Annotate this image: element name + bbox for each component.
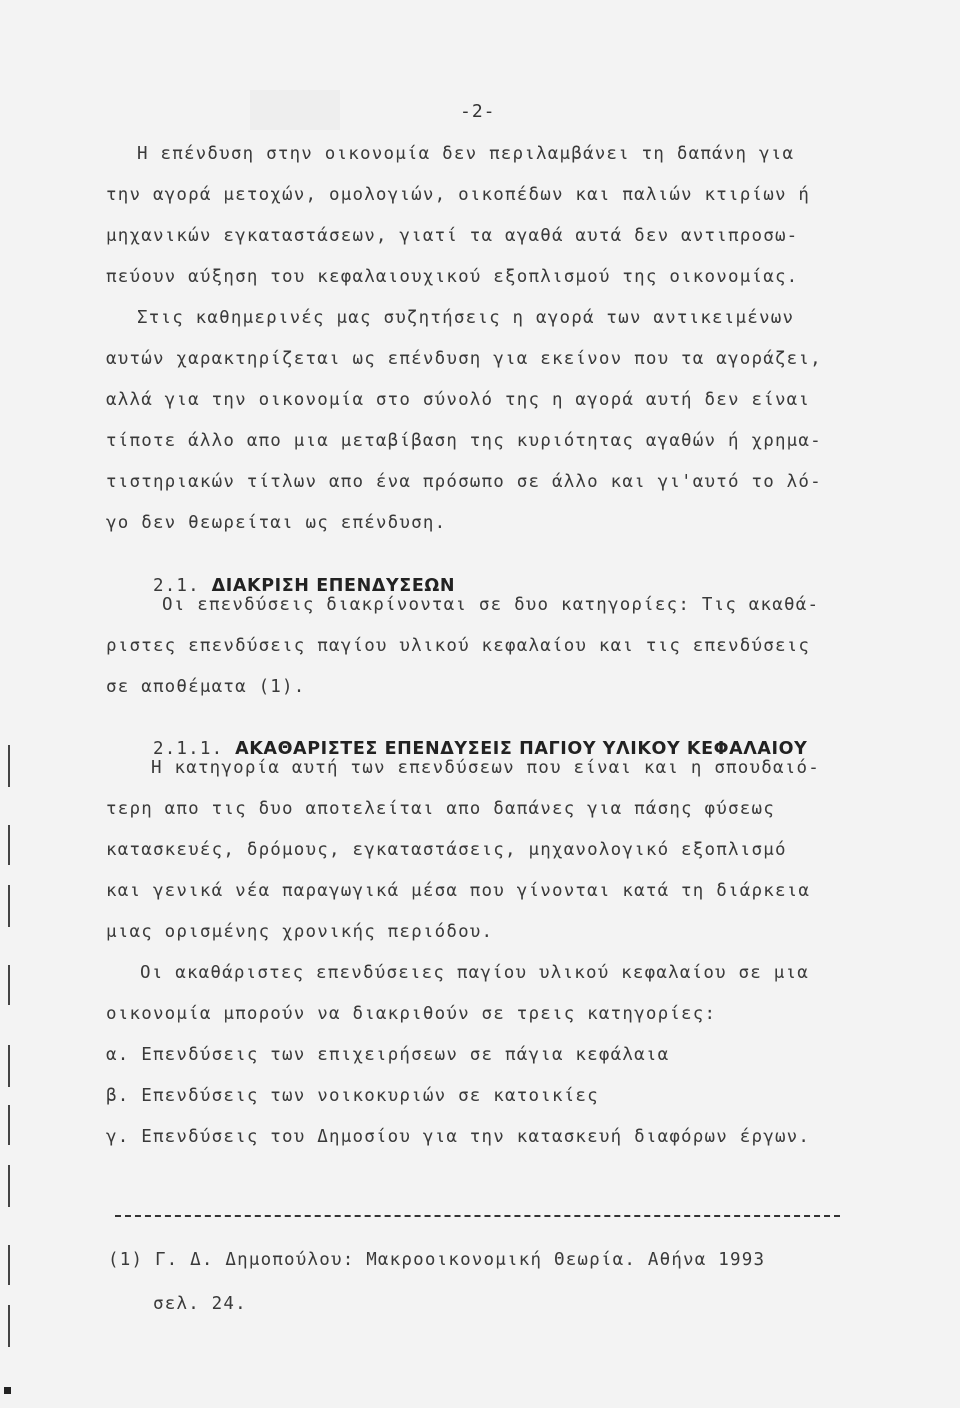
paragraph-line: τίποτε άλλο απο μια μεταβίβαση της κυριότητας αγαθών ή χρημα-: [106, 431, 822, 451]
page-number: -2-: [460, 101, 496, 122]
footnote-line: (1) Γ. Δ. Δημοπούλου: Μακροοικονομική Θεωρία. Αθήνα 1993: [108, 1250, 766, 1270]
section-line: μιας ορισμένης χρονικής περιόδου.: [106, 922, 494, 942]
margin-mark: [8, 825, 10, 865]
paragraph-line: αλλά για την οικονομία στο σύνολό της η αγορά αυτή δεν είναι: [106, 390, 811, 410]
section-line: τερη απο τις δυο αποτελείται απο δαπάνες για πάσης φύσεως: [106, 799, 775, 819]
section-line: Οι επενδύσεις διακρίνονται σε δυο κατηγορίες: Τις ακαθά-: [162, 595, 820, 615]
section-line: Οι ακαθάριστες επενδύσειες παγίου υλικού κεφαλαίου σε μια: [140, 963, 809, 983]
section-line: κατασκευές, δρόμους, εγκαταστάσεις, μηχανολογικό εξοπλισμό: [106, 840, 787, 860]
section-number: 2.1.: [152, 576, 200, 596]
margin-mark: [8, 1245, 10, 1285]
section-title: ΔΙΑΚΡΙΣΗ ΕΠΕΝΔΥΣΕΩΝ: [211, 576, 456, 596]
scan-shading: [250, 90, 340, 130]
section-number: 2.1.1.: [152, 739, 224, 759]
margin-mark: [8, 1165, 10, 1207]
margin-mark: [8, 1105, 10, 1145]
list-item: α. Επενδύσεις των επιχειρήσεων σε πάγια κεφάλαια: [106, 1045, 670, 1065]
section-line: ριστες επενδύσεις παγίου υλικού κεφαλαίου και τις επενδύσεις: [106, 636, 811, 656]
scan-artifact-dot: [4, 1387, 11, 1394]
paragraph-line: γο δεν θεωρείται ως επένδυση.: [106, 513, 447, 533]
margin-mark: [8, 745, 10, 787]
paragraph-line: μηχανικών εγκαταστάσεων, γιατί τα αγαθά αυτά δεν αντιπροσω-: [106, 226, 799, 246]
section-line: οικονομία μπορούν να διακριθούν σε τρεις κατηγορίες:: [106, 1004, 717, 1024]
margin-mark: [8, 1305, 10, 1347]
footnote-separator: [115, 1215, 840, 1217]
section-title: ΑΚΑΘΑΡΙΣΤΕΣ ΕΠΕΝΔΥΣΕΙΣ ΠΑΓΙΟΥ ΥΛΙΚΟΥ ΚΕΦΑΛΑΙΟΥ: [235, 739, 808, 759]
section-line: Η κατηγορία αυτή των επενδύσεων που είναι και η σπουδαιό-: [151, 758, 820, 778]
list-item: γ. Επενδύσεις του Δημοσίου για την κατασκευή διαφόρων έργων.: [106, 1127, 811, 1147]
paragraph-line: την αγορά μετοχών, ομολογιών, οικοπέδων και παλιών κτιρίων ή: [106, 185, 811, 205]
margin-mark: [8, 1045, 10, 1087]
paragraph-line: πεύουν αύξηση του κεφαλαιουχικού εξοπλισμού της οικονομίας.: [106, 267, 799, 287]
section-line: και γενικά νέα παραγωγικά μέσα που γίνονται κατά τη διάρκεια: [106, 881, 811, 901]
paragraph-line: Στις καθημερινές μας συζητήσεις η αγορά των αντικειμένων: [137, 308, 795, 328]
margin-mark: [8, 965, 10, 1005]
margin-mark: [8, 885, 10, 927]
paragraph-line: αυτών χαρακτηρίζεται ως επένδυση για εκείνον που τα αγοράζει,: [106, 349, 822, 369]
list-item: β. Επενδύσεις των νοικοκυριών σε κατοικίες: [106, 1086, 599, 1106]
section-line: σε αποθέματα (1).: [106, 677, 306, 697]
paragraph-line: Η επένδυση στην οικονομία δεν περιλαμβάνει τη δαπάνη για: [137, 144, 795, 164]
paragraph-line: τιστηριακών τίτλων απο ένα πρόσωπο σε άλλο και γι'αυτό το λό-: [106, 472, 822, 492]
footnote-line: σελ. 24.: [153, 1294, 247, 1314]
